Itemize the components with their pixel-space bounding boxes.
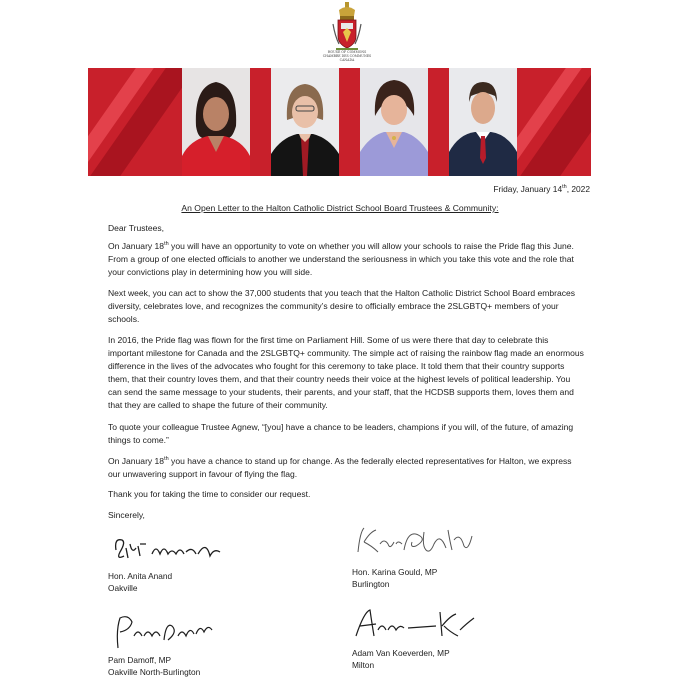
paragraph-5: [108, 455, 586, 481]
signatory-name: Hon. Anita Anand: [108, 571, 173, 581]
p1-rest: you will have an opportunity to vote on whether you will allow your schools to raise the Pride flag this June. From a group of one elected officials to another we understand the seriousness in which you take this vote and the role that your convictions play in determining how you will side.: [108, 241, 574, 278]
signatory-name: Hon. Karina Gould, MP: [352, 567, 438, 577]
p5-rest: you have a chance to stand up for change. As the federally elected representatives for Halton, we express our unwavering support in favour of flying the flag.: [108, 456, 572, 480]
p5-suffix: th: [164, 456, 169, 463]
pam-damoff-signature: [108, 610, 218, 654]
signatory-anand: [108, 571, 172, 594]
crest-caption-line: CANADA: [339, 58, 355, 62]
signatory-riding: Burlington: [352, 578, 390, 589]
anita-anand-photo: [182, 68, 250, 176]
signatory-damoff: [108, 655, 200, 678]
date-text: Friday, January 14: [493, 184, 563, 194]
signatory-name: Pam Damoff, MP: [108, 655, 172, 665]
crest-caption-line: CHAMBRE DES COMMUNES: [322, 54, 372, 58]
karina-gould-signature: [350, 522, 480, 562]
adam-van-koeverden-photo: [449, 68, 517, 176]
letter-date: [493, 184, 590, 194]
anita-anand-signature: [110, 530, 230, 566]
letter-heading: An Open Letter to the Halton Catholic District School Board Trustees & Community:: [181, 203, 499, 213]
signatory-riding: Milton: [352, 659, 375, 670]
signatory-gould: [352, 567, 437, 590]
photo-banner: [88, 68, 591, 176]
p1-suffix: th: [164, 241, 169, 248]
paragraph-2: Next week, you can act to show the 37,000 students that you teach that the Halton Catholic District School Board embraces diversity, celebrates love, and recognizes the community’s desire to officially embrace the 2SLGBTQ+ members of your schools.: [108, 288, 576, 325]
paragraph-6: Thank you for taking the time to consider our request.: [108, 489, 311, 499]
salutation: Dear Trustees,: [108, 223, 165, 233]
signatory-name: Adam Van Koeverden, MP: [352, 648, 450, 658]
pam-damoff-photo: [360, 68, 428, 176]
p1-start: On January 18: [108, 241, 165, 251]
adam-van-koeverden-signature: [350, 606, 480, 644]
karina-gould-photo: [271, 68, 339, 176]
crest-caption: [312, 50, 382, 62]
date-suffix: th: [562, 184, 567, 191]
paragraph-3: In 2016, the Pride flag was flown for the first time on Parliament Hill. Some of us were there that day to celebrate this important milestone for Canada and the 2SLGBTQ+ community. The simple act of raising the rainbow flag made an enormous difference in the lives of the advocates who fought for this ceremony to take place. It told them that their country supports them, that their country loves them, and that their country needs their voice at the highest levels of political leadership. You can send the same message to your students, their parents, and your staff, that the HCDSB supports them, loves them and that they are called to shape the future of their community.: [108, 335, 584, 411]
paragraph-4: To quote your colleague Trustee Agnew, “[you] have a chance to be leaders, champions if you will, of the future, of amazing things to come.”: [108, 422, 574, 446]
crest-caption-line: HOUSE OF COMMONS: [327, 50, 367, 54]
paragraph-1: [108, 240, 586, 279]
p5-start: On January 18: [108, 456, 165, 466]
closing: Sincerely,: [108, 510, 145, 520]
date-year: , 2022: [566, 184, 590, 194]
signatory-van-koeverden: [352, 648, 450, 671]
signatory-riding: Oakville: [108, 582, 138, 593]
signatory-riding: Oakville North-Burlington: [108, 666, 201, 677]
